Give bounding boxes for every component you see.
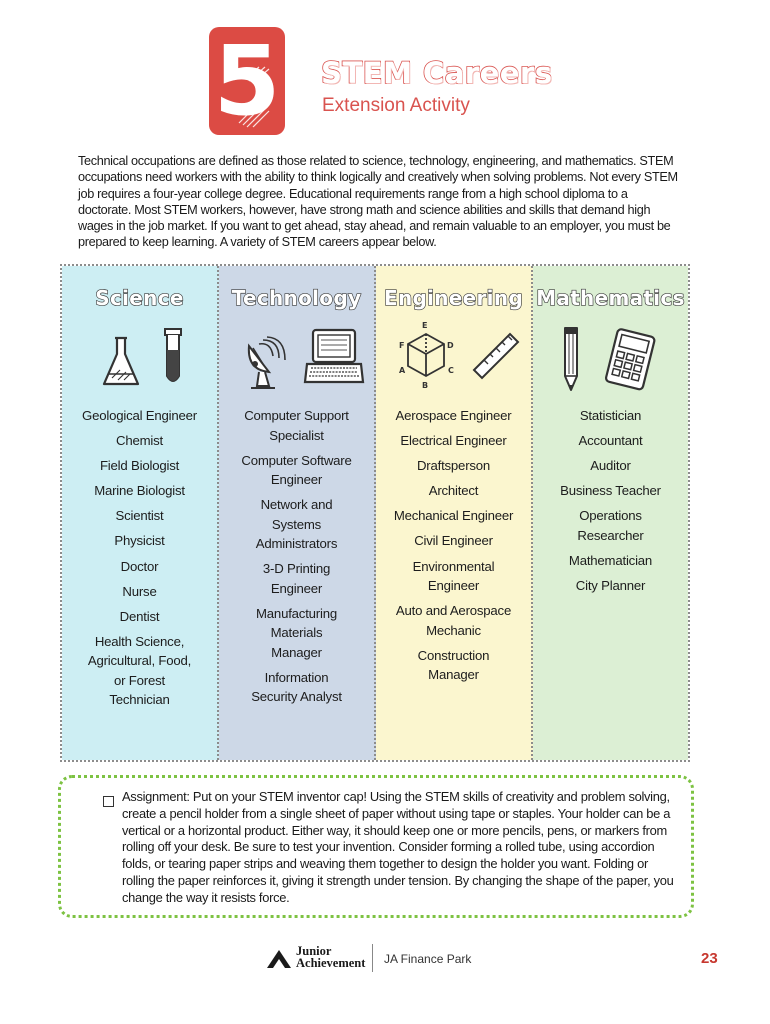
career-item: 3-D Printing Engineer bbox=[262, 561, 331, 596]
career-list bbox=[537, 406, 684, 601]
career-list bbox=[66, 406, 213, 715]
cube-label: B bbox=[422, 381, 429, 390]
cube-label: E bbox=[422, 321, 428, 330]
calculator-icon bbox=[601, 328, 657, 392]
technology-column bbox=[219, 266, 376, 760]
career-item: Field Biologist bbox=[99, 458, 180, 474]
career-item: Geological Engineer bbox=[82, 408, 197, 423]
page-number: 23 bbox=[701, 950, 718, 967]
program-name: JA Finance Park bbox=[384, 952, 472, 966]
career-item: Construction Manager bbox=[417, 647, 490, 683]
career-item: Doctor bbox=[120, 558, 159, 574]
assignment-checkbox[interactable] bbox=[103, 796, 114, 807]
career-item: Architect bbox=[428, 483, 479, 499]
test-tube-icon bbox=[162, 326, 184, 388]
career-columns bbox=[60, 264, 690, 762]
column-icons bbox=[376, 321, 531, 396]
career-item: Accountant bbox=[578, 433, 643, 449]
career-item: Civil Engineer bbox=[414, 533, 493, 549]
ruler-icon bbox=[470, 330, 522, 382]
satellite-dish-icon bbox=[243, 336, 289, 392]
junior-achievement-logo-icon bbox=[266, 949, 292, 969]
career-list bbox=[380, 406, 527, 690]
cube-label: D bbox=[447, 341, 454, 350]
career-item: Physicist bbox=[114, 533, 165, 549]
column-icons bbox=[533, 324, 688, 396]
engineering-column bbox=[376, 266, 533, 760]
career-item: Network and Systems Administrators bbox=[255, 497, 338, 552]
column-heading: Engineering bbox=[383, 286, 523, 310]
career-item: Auditor bbox=[590, 458, 631, 474]
career-item: Business Teacher bbox=[560, 483, 661, 499]
cube-label: A bbox=[399, 366, 406, 375]
junior-achievement-name: Junior Achievement bbox=[296, 944, 366, 970]
column-heading: Mathematics bbox=[536, 286, 685, 310]
career-item: Draftsperson bbox=[416, 458, 491, 474]
career-item: Marine Biologist bbox=[94, 483, 185, 499]
science-column bbox=[62, 266, 219, 760]
column-icons bbox=[219, 324, 374, 396]
career-item: Mathematician bbox=[568, 552, 653, 568]
column-icons bbox=[62, 324, 217, 396]
cube-diagram-icon bbox=[394, 316, 460, 394]
career-item: Auto and Aerospace Mechanic bbox=[395, 603, 512, 638]
column-heading: Technology bbox=[231, 286, 362, 310]
assignment-box bbox=[58, 775, 694, 918]
column-heading: Science bbox=[95, 286, 184, 310]
career-item: Computer Support Specialist bbox=[244, 408, 349, 443]
career-list bbox=[223, 406, 370, 713]
footer bbox=[266, 944, 566, 974]
flask-icon bbox=[100, 334, 142, 390]
career-item: Mechanical Engineer bbox=[393, 508, 514, 524]
career-item: Dentist bbox=[119, 608, 160, 624]
career-item: Environmental Engineer bbox=[412, 558, 495, 594]
career-item: Information Security Analyst bbox=[251, 669, 342, 705]
page-title: STEM Careers bbox=[321, 56, 553, 90]
career-item: Aerospace Engineer bbox=[395, 408, 512, 423]
cube-label: F bbox=[399, 341, 405, 350]
career-item: Nurse bbox=[122, 583, 157, 599]
career-item: Electrical Engineer bbox=[400, 433, 507, 449]
career-item: Operations Researcher bbox=[577, 508, 644, 543]
cube-label: C bbox=[448, 366, 454, 375]
career-item: City Planner bbox=[575, 578, 646, 594]
laptop-icon bbox=[303, 326, 365, 390]
intro-paragraph: Technical occupations are defined as those related to science, technology, engineering, and mathematics. STEM occupations need workers with the ability to think logically and creatively when solving problems. Not every STEM job requires a four-year college degree. Educational requirements range from a high school diploma to a doctorate. Most STEM workers, however, have strong math and science abilities and skills that demand high wages in the job market. If you want to get ahead, stay ahead, and remain valuable to an employer, you must be prepared to keep learning. A variety of STEM careers appear below. bbox=[78, 153, 678, 250]
career-item: Scientist bbox=[115, 508, 164, 524]
footer-divider bbox=[372, 944, 373, 972]
section-number: 5 bbox=[213, 25, 281, 137]
career-item: Statistician bbox=[579, 408, 642, 423]
career-item: Manufacturing Materials Manager bbox=[256, 605, 337, 660]
career-item: Health Science, Agricultural, Food, or Forest Technician bbox=[87, 633, 192, 708]
pencil-icon bbox=[557, 324, 585, 396]
page-subtitle: Extension Activity bbox=[322, 95, 470, 116]
assignment-text: Assignment: Put on your STEM inventor cap! Using the STEM skills of creativity and problem solving, create a pencil holder from a single sheet of paper without using tape or staples. Your holder can be a vertical or a horizontal product. Either way, it should keep one or more pencils, pens, or markers from rolling off your desk. Be sure to test your invention. Consider forming a rolled tube, using accordion folds, or tearing paper strips and weaving them together to design the holder you want. Folding or rolling the paper reinforces it, giving it strength under tension. By changing the shape of the paper, you change the way it resists force. bbox=[122, 789, 674, 905]
career-item: Computer Software Engineer bbox=[241, 452, 352, 488]
career-item: Chemist bbox=[116, 433, 163, 449]
mathematics-column bbox=[533, 266, 688, 760]
section-number-badge bbox=[209, 27, 285, 135]
